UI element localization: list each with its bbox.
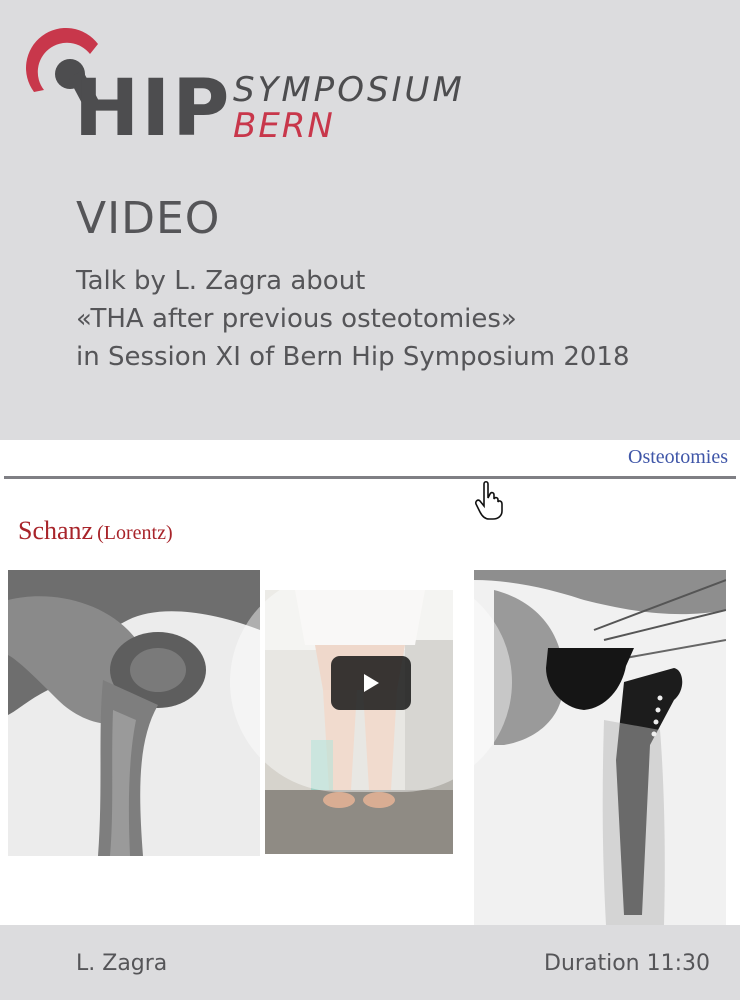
page-title: VIDEO <box>76 193 221 244</box>
video-footer <box>0 925 740 1000</box>
description-line-2: «THA after previous osteotomies» <box>76 304 517 334</box>
symposium-logo <box>26 28 486 154</box>
video-thumbnail[interactable] <box>0 440 740 925</box>
logo-bern-text: BERN <box>233 106 335 146</box>
description-line-1: Talk by L. Zagra about <box>76 266 366 296</box>
slide-header: Osteotomies <box>628 446 728 468</box>
slide-title-main: Schanz <box>18 516 94 545</box>
slide-title <box>18 516 173 546</box>
logo-symposium-text: SYMPOSIUM <box>233 70 465 110</box>
speaker-name: L. Zagra <box>76 951 168 976</box>
play-icon <box>331 656 411 710</box>
xray-left-image <box>8 570 260 856</box>
video-duration: Duration 11:30 <box>544 951 710 976</box>
logo-hip-text: HIP <box>74 64 232 154</box>
play-button[interactable] <box>331 656 411 710</box>
slide-divider <box>4 476 736 479</box>
talk-description <box>76 262 716 376</box>
hand-cursor-icon <box>472 480 504 520</box>
description-line-3: in Session XI of Bern Hip Symposium 2018 <box>76 342 630 372</box>
slide-title-sub: (Lorentz) <box>97 522 173 544</box>
